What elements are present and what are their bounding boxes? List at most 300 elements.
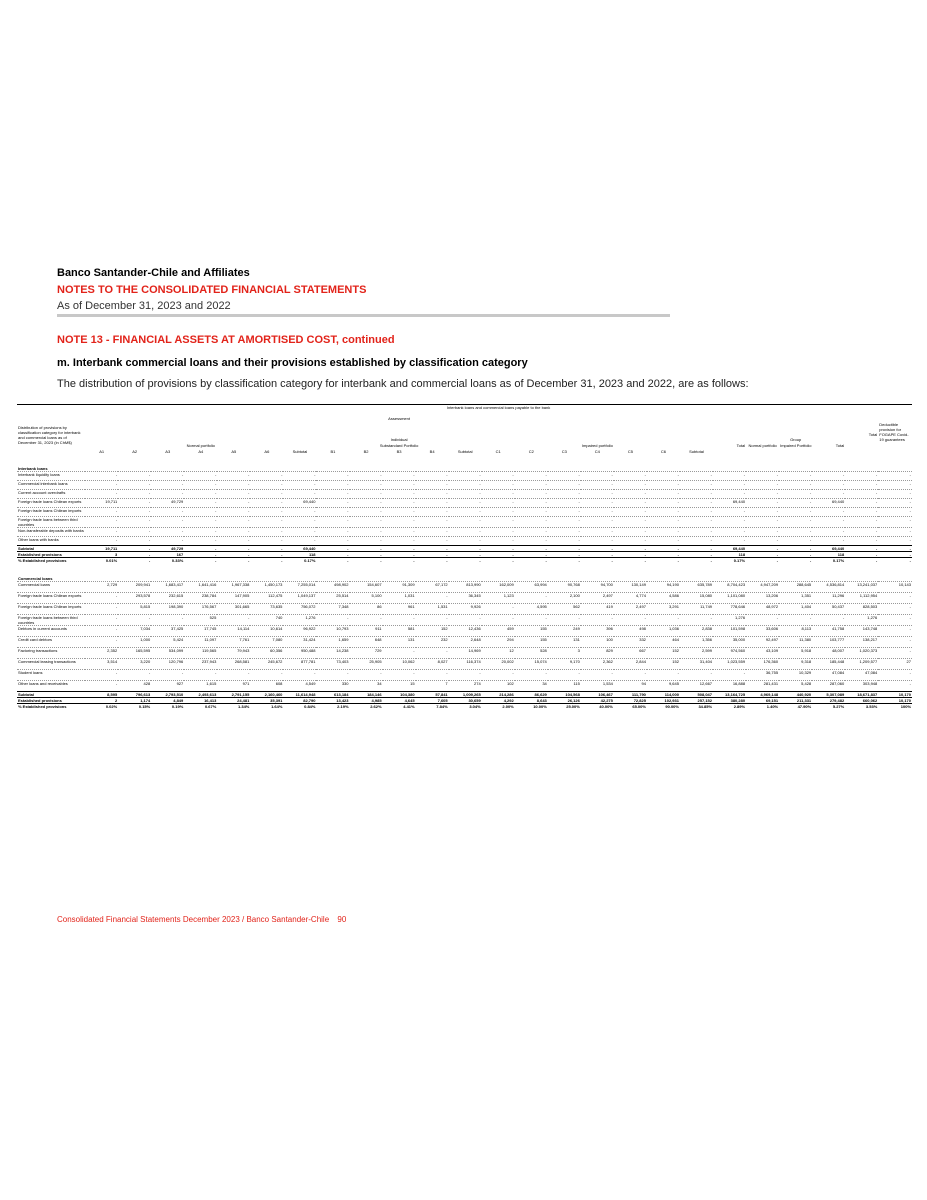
table-cell: - [151,517,184,528]
table-cell: 1,023,559 [713,659,746,670]
table-cell: 508,047 [680,692,713,698]
table-cell: 1,020,373 [845,648,878,659]
table-cell: 828,503 [845,604,878,615]
row-label: Commercial loans [17,582,85,593]
table-cell: - [746,552,779,558]
table-cell: 2 [85,698,118,704]
row-label: Other loans with banks [17,537,85,546]
table-cell: - [680,528,713,537]
table-cell: - [746,490,779,499]
table-cell: - [350,537,383,546]
table-cell: 3,514 [85,659,118,670]
table-cell: 25,514 [316,593,349,604]
column-header: C5 [627,449,633,454]
table-cell: - [85,472,118,481]
table-cell: 9,645 [647,681,680,692]
table-cell: 2,844 [614,659,647,670]
table-cell: 25.00% [548,704,581,710]
table-cell: - [746,508,779,517]
table-cell: 0.84% [283,704,316,710]
table-cell: 498,902 [316,582,349,593]
table-cell: - [283,490,316,499]
table-row [17,528,912,537]
table-cell: 94,190 [647,582,680,593]
table-cell: - [416,648,449,659]
table-cell: - [482,508,515,517]
table-cell: 0.17% [713,558,746,564]
table-cell: - [217,528,250,537]
table-cell: 152 [647,648,680,659]
table-cell: - [614,508,647,517]
table-cell: 667 [614,648,647,659]
table-cell: 419 [581,604,614,615]
table-cell: - [878,626,912,637]
table-cell: - [482,552,515,558]
table-cell: - [845,546,878,552]
table-cell: 238,784 [184,593,217,604]
table-cell: - [316,472,349,481]
table-cell: - [845,558,878,564]
table-cell: - [85,593,118,604]
table-cell: 2,791,155 [217,692,250,698]
table-cell: 4.41% [383,704,416,710]
table-cell: 86 [350,604,383,615]
table-cell: 112,475 [250,593,283,604]
table-cell: 102 [482,681,515,692]
table-cell: - [647,508,680,517]
table-cell: 42,275 [581,698,614,704]
table-cell: 3,220 [118,659,151,670]
table-cell: - [250,499,283,508]
table-cell: - [184,546,217,552]
table-cell: 185,448 [812,659,845,670]
row-label: % Established provisions [17,704,85,710]
table-cell: 7,255,014 [283,582,316,593]
table-cell: - [581,481,614,490]
table-cell: 961 [383,604,416,615]
table-cell: - [680,472,713,481]
table-cell: 86,629 [515,692,548,698]
table-cell: - [845,481,878,490]
table-cell: - [250,490,283,499]
table-cell: - [449,517,482,528]
table-cell: 3 [85,552,118,558]
column-header: C6 [660,449,666,454]
table-cell: 1.64% [250,704,283,710]
table-cell: - [482,472,515,481]
table-cell: 3 [548,648,581,659]
table-cell: 60,356 [250,648,283,659]
table-cell: 7,080 [250,637,283,648]
table-cell: 73,403 [316,659,349,670]
table-cell: - [184,472,217,481]
table-row [17,626,912,637]
column-header: A3 [165,449,171,454]
table-row [17,704,912,710]
table-cell: - [680,490,713,499]
table-cell: - [482,615,515,626]
table-cell: - [647,481,680,490]
table-cell: 10,170 [878,698,912,704]
table-cell: - [383,508,416,517]
impaired-portfolio-header: Impaired portfolio [581,443,613,448]
table-cell: 2,838 [680,626,713,637]
table-cell: - [746,517,779,528]
table-cell: - [151,615,184,626]
table-title: Interbank loans and commercial loans payable to the bank [85,405,912,412]
table-cell: - [845,472,878,481]
table-cell: 116,374 [449,659,482,670]
table-cell: 7,348 [316,604,349,615]
table-cell: - [515,481,548,490]
table-cell: - [416,558,449,564]
table-cell: 877,781 [283,659,316,670]
table-cell: - [482,499,515,508]
table-cell: - [250,481,283,490]
table-cell: 2.62% [350,704,383,710]
row-label: Foreign trade loans between third countries [17,517,85,528]
table-cell: - [383,481,416,490]
table-cell: - [845,517,878,528]
table-cell: 12 [482,648,515,659]
table-row [17,537,912,546]
table-cell: - [151,472,184,481]
table-cell: - [350,558,383,564]
table-row [17,670,912,681]
table-cell: - [250,546,283,552]
table-cell: - [350,670,383,681]
table-row [17,593,912,604]
table-cell: - [283,528,316,537]
table-cell: - [845,499,878,508]
table-cell: - [383,552,416,558]
table-cell: - [647,490,680,499]
table-cell: - [548,558,581,564]
table-cell: - [614,546,647,552]
table-cell: - [713,537,746,546]
table-cell: 47,084 [845,670,878,681]
table-cell: 10,614 [250,626,283,637]
table-cell: - [746,481,779,490]
table-cell: 49,729 [151,499,184,508]
table-cell: 100 [581,637,614,648]
company-name: Banco Santander-Chile and Affiliates [57,267,250,279]
table-cell: - [85,604,118,615]
table-cell: - [184,517,217,528]
table-cell: - [250,552,283,558]
table-cell: 301,665 [217,604,250,615]
table-cell: 48,007 [812,648,845,659]
table-row [17,499,912,508]
column-header: A5 [231,449,237,454]
table-cell: 34.85% [680,704,713,710]
table-cell: 613,184 [316,692,349,698]
table-row [17,659,912,670]
table-row [17,508,912,517]
table-cell: - [779,537,812,546]
table-cell: 2,497 [581,593,614,604]
table-cell: 7 [416,681,449,692]
table-cell: - [482,481,515,490]
table-cell: - [515,472,548,481]
table-cell: - [151,490,184,499]
table-cell: - [151,508,184,517]
table-cell: 2,729 [85,582,118,593]
table-cell: - [581,537,614,546]
table-cell: - [680,517,713,528]
footer-text: Consolidated Financial Statements December 2023 / Banco Santander-Chile [57,915,330,924]
normal-portfolio-header: Normal portfolio [186,443,215,448]
table-row [17,490,912,499]
table-cell: - [184,481,217,490]
table-cell: - [581,490,614,499]
table-cell: 1,276 [283,615,316,626]
table-cell: - [713,528,746,537]
table-cell: - [614,552,647,558]
table-cell: - [184,508,217,517]
table-cell: 167 [151,552,184,558]
table-cell: - [614,615,647,626]
table-cell: 8,704,423 [713,582,746,593]
table-cell: 1,356 [680,637,713,648]
table-cell: - [85,537,118,546]
table-cell: 274 [449,681,482,692]
table-cell: - [779,546,812,552]
table-cell: - [383,517,416,528]
table-cell: 10,062 [383,659,416,670]
table-cell: - [746,537,779,546]
group-total-header: Total [736,443,746,448]
table-cell: 0.67% [184,704,217,710]
table-cell: 155 [515,637,548,648]
table-cell: 69,440 [812,499,845,508]
table-cell: - [151,537,184,546]
table-cell: 155 [515,626,548,637]
table-cell: - [812,481,845,490]
table-cell: 0.17% [812,558,845,564]
table-cell: 11,614,948 [283,692,316,698]
table-cell: - [151,670,184,681]
table-cell: - [779,490,812,499]
table-cell: - [416,472,449,481]
table-cell: 209,941 [118,582,151,593]
table-cell: 152 [416,626,449,637]
table-cell: - [449,499,482,508]
table-cell: - [515,670,548,681]
table-cell: 330 [316,681,349,692]
table-cell: - [581,508,614,517]
table-cell: - [680,499,713,508]
row-label: Established provisions [17,698,85,704]
table-cell: 94,700 [581,582,614,593]
table-cell: 4,645 [383,698,416,704]
table-cell: - [250,508,283,517]
table-cell: 4,586 [647,593,680,604]
table-cell: 1.40% [746,704,779,710]
table-cell: - [515,528,548,537]
table-cell: 33,606 [746,626,779,637]
table-cell: - [118,517,151,528]
table-cell: - [217,552,250,558]
table-cell: - [217,517,250,528]
table-cell: - [217,546,250,552]
table-cell: 15 [383,681,416,692]
table-cell: - [316,528,349,537]
table-cell: - [449,508,482,517]
table-cell: - [548,472,581,481]
table-cell: 2.00% [482,704,515,710]
table-cell: 1,615 [184,681,217,692]
table-cell: - [250,558,283,564]
table-cell: - [118,508,151,517]
table-cell: - [383,472,416,481]
table-cell: - [845,537,878,546]
table-cell: - [118,546,151,552]
row-label: Subtotal [17,692,85,698]
table-cell: - [581,558,614,564]
table-cell: 428 [118,681,151,692]
table-cell: - [548,546,581,552]
table-cell: - [250,537,283,546]
table-cell: - [118,490,151,499]
table-cell: 10,143 [878,582,912,593]
table-cell: 232,615 [151,593,184,604]
table-cell: - [250,670,283,681]
table-cell: - [647,552,680,558]
table-cell: 2,648 [449,637,482,648]
table-cell: 1,534 [581,681,614,692]
table-cell: 245,672 [250,659,283,670]
table-cell: 130,149 [614,582,647,593]
table-cell: - [713,481,746,490]
table-cell: 1,659 [316,637,349,648]
table-cell: - [482,558,515,564]
column-header: Subtotal [292,449,308,454]
table-cell: - [812,472,845,481]
column-header: A2 [132,449,138,454]
table-cell: 2,497 [614,604,647,615]
table-cell: - [548,670,581,681]
table-cell: - [878,681,912,692]
table-cell: - [845,508,878,517]
table-cell: 5,815 [118,604,151,615]
table-cell: - [118,670,151,681]
assessment-header: Assessment [388,416,410,421]
table-cell: 26,126 [548,698,581,704]
table-cell: - [515,558,548,564]
table-cell: - [878,472,912,481]
table-cell: - [581,517,614,528]
table-cell: 1,049,137 [283,593,316,604]
table-cell: 8,643 [515,698,548,704]
table-cell: - [779,528,812,537]
table-cell: - [118,528,151,537]
table-cell: 294 [482,637,515,648]
table-cell: 8,113 [779,626,812,637]
table-cell: 48,972 [746,604,779,615]
table-cell: - [416,508,449,517]
table-cell: - [647,615,680,626]
table-cell: 16,413 [184,698,217,704]
row-label: Current account overdrafts [17,490,85,499]
table-cell: 528 [515,648,548,659]
table-cell: 1.34% [217,704,250,710]
table-cell: - [647,546,680,552]
table-cell: 90.00% [647,704,680,710]
table-cell: - [713,517,746,528]
table-cell: 43,109 [746,648,779,659]
column-header: A1 [99,449,105,454]
table-cell: - [416,537,449,546]
table-cell: 41,758 [812,626,845,637]
table-cell: 118 [812,552,845,558]
table-cell: 279,482 [812,698,845,704]
table-cell: - [548,537,581,546]
table-cell: 10,793 [316,626,349,637]
table-cell: - [383,558,416,564]
table-cell: - [878,615,912,626]
table-cell: 562 [548,604,581,615]
table-cell: 16,888 [713,681,746,692]
header-divider [57,314,670,317]
table-cell: - [845,528,878,537]
table-cell: 287,060 [812,681,845,692]
table-cell: 37,425 [151,626,184,637]
table-cell: 1,123 [482,593,515,604]
table-cell: - [383,528,416,537]
table-cell: - [482,490,515,499]
table-cell: - [118,615,151,626]
table-cell: - [548,552,581,558]
table-cell: 79,943 [217,648,250,659]
table-row [17,481,912,490]
table-cell: - [283,670,316,681]
table-cell: - [680,508,713,517]
table-cell: 2,100 [548,593,581,604]
table-cell: - [746,499,779,508]
table-cell: 232 [416,637,449,648]
table-cell: 525 [184,615,217,626]
table-cell: - [184,490,217,499]
table-cell: - [878,508,912,517]
table-cell: 119,565 [184,648,217,659]
table-cell: - [449,670,482,681]
table-cell: 35,391 [250,698,283,704]
table-row [17,637,912,648]
table-cell: - [548,508,581,517]
column-header: C4 [594,449,600,454]
row-label: Other loans and receivables [17,681,85,692]
provisions-table [17,404,912,709]
table-cell: - [581,499,614,508]
section-header: Commercial loans [17,571,912,582]
table-cell: 2,599 [680,648,713,659]
total-header: Total [868,432,878,437]
table-cell: 1,031 [383,593,416,604]
table-cell: - [614,558,647,564]
table-cell: 740 [250,615,283,626]
table-cell: 24,481 [217,698,250,704]
table-cell: 1,009,265 [449,692,482,698]
table-cell: 0.17% [283,558,316,564]
table-cell: - [614,490,647,499]
table-cell: 4,985 [350,698,383,704]
table-row [17,582,912,593]
table-cell: - [250,517,283,528]
table-cell: - [416,615,449,626]
table-cell: - [878,670,912,681]
table-cell: - [449,528,482,537]
